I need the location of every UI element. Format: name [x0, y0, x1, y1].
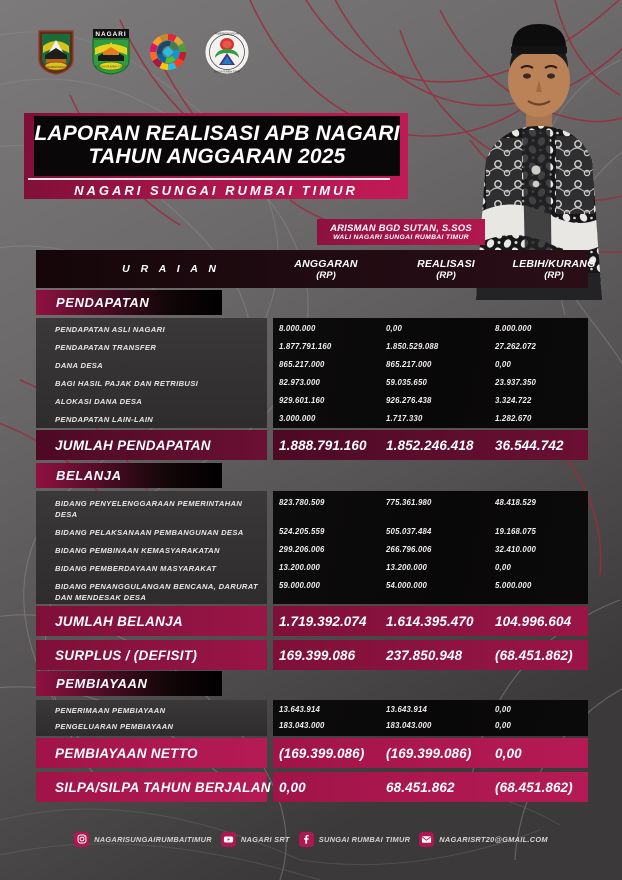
- cell-realisasi: 865.217.000: [386, 360, 432, 369]
- svg-text:SUNGAI RUMBAI TIMUR: SUNGAI RUMBAI TIMUR: [95, 64, 127, 69]
- cell-anggaran: 13.643.914: [279, 705, 321, 714]
- cell-realisasi: 1.850.529.088: [386, 342, 439, 351]
- surplus-realisasi: 237.850.948: [386, 647, 463, 663]
- pembiayaan-number-panel: [273, 700, 588, 736]
- sdgs-wheel-logo: [146, 30, 190, 74]
- page-title-line2: TAHUN ANGGARAN 2025: [88, 145, 346, 168]
- email-icon: [419, 832, 434, 847]
- column-header-uraian: [96, 250, 246, 288]
- netto-anggaran: (169.399.086): [279, 745, 365, 761]
- cell-anggaran: 3.000.000: [279, 414, 316, 423]
- surplus-anggaran: 169.399.086: [279, 647, 356, 663]
- pendapatan-number-panel: [273, 318, 588, 428]
- row-label: PENGELUARAN PEMBIAYAAN: [55, 722, 174, 731]
- pembiayaan-label-panel: [36, 700, 267, 736]
- cell-selisih: 5.000.000: [495, 581, 532, 590]
- facebook-icon: [299, 832, 314, 847]
- instagram-icon: [74, 832, 89, 847]
- pendapatan-label-panel: [36, 318, 267, 428]
- cell-anggaran: 929.601.160: [279, 396, 325, 405]
- row-label: DANA DESA: [55, 361, 104, 370]
- cell-realisasi: 13.643.914: [386, 705, 428, 714]
- cell-realisasi: 266.796.006: [386, 545, 432, 554]
- cell-anggaran: 183.043.000: [279, 721, 325, 730]
- table-header: [36, 250, 596, 288]
- column-header-realisasi-label: REALISASI: [417, 257, 475, 270]
- row-label: BIDANG PENYELENGGARAAN PEMERINTAHAN DESA: [55, 499, 243, 519]
- row-label: BIDANG PEMBINAAN KEMASYARAKATAN: [55, 546, 220, 555]
- cell-anggaran: 524.205.559: [279, 527, 325, 536]
- cell-selisih: 48.418.529: [495, 498, 537, 507]
- row-label: PENDAPATAN TRANSFER: [55, 343, 157, 352]
- footer-item-instagram[interactable]: [74, 832, 212, 847]
- total-selisih: 104.996.604: [495, 613, 572, 629]
- official-role: WALI NAGARI SUNGAI RUMBAI TIMUR: [333, 234, 469, 241]
- cell-anggaran: 1.877.791.160: [279, 342, 332, 351]
- svg-text:SUNGAI RUMBAI TIMUR: SUNGAI RUMBAI TIMUR: [213, 71, 241, 74]
- footer-text-email: NAGARISRT20@GMAIL.COM: [439, 834, 548, 844]
- cell-realisasi: 505.037.484: [386, 527, 432, 536]
- silpa-anggaran: 0,00: [279, 779, 306, 795]
- row-label: BIDANG PELAKSANAAN PEMBANGUNAN DESA: [55, 528, 244, 537]
- section-tab-pendapatan: [36, 290, 222, 315]
- cell-anggaran: 299.206.006: [279, 545, 325, 554]
- cell-selisih: 19.168.075: [495, 527, 537, 536]
- cell-realisasi: 0,00: [386, 324, 402, 333]
- cell-selisih: 1.282.670: [495, 414, 532, 423]
- page-title-line1: LAPORAN REALISASI APB NAGARI: [34, 122, 400, 146]
- belanja-number-panel: [273, 491, 588, 604]
- official-nameplate: [317, 219, 485, 245]
- pembiayaan-netto-values: [273, 738, 588, 768]
- svg-text:PEMERINTAH NAGARI: PEMERINTAH NAGARI: [214, 33, 240, 36]
- cell-realisasi: 775.361.980: [386, 498, 432, 507]
- column-header-anggaran: [261, 250, 391, 288]
- total-belanja-values: [273, 606, 588, 636]
- pembiayaan-netto-label: PEMBIAYAAN NETTO: [36, 738, 267, 768]
- cell-anggaran: 82.973.000: [279, 378, 321, 387]
- section-tab-belanja-label: BELANJA: [56, 468, 122, 483]
- section-tab-belanja: [36, 463, 222, 488]
- row-label: ALOKASI DANA DESA: [55, 397, 143, 406]
- cell-realisasi: 54.000.000: [386, 581, 428, 590]
- netto-realisasi: (169.399.086): [386, 745, 472, 761]
- row-label: PENDAPATAN LAIN-LAIN: [55, 415, 154, 424]
- page-subtitle: NAGARI SUNGAI RUMBAI TIMUR: [74, 182, 358, 198]
- row-label: PENERIMAAN PEMBIAYAAN: [55, 706, 166, 715]
- total-anggaran: 1.888.791.160: [279, 437, 367, 453]
- official-name: ARISMAN BGD SUTAN, S.SOS: [330, 223, 472, 234]
- surplus-values: [273, 640, 588, 670]
- total-realisasi: 1.614.395.470: [386, 613, 474, 629]
- total-anggaran: 1.719.392.074: [279, 613, 367, 629]
- cell-selisih: 3.324.722: [495, 396, 532, 405]
- section-tab-pembiayaan-label: PEMBIAYAAN: [56, 676, 148, 691]
- column-header-anggaran-unit: (RP): [316, 269, 336, 281]
- silpa-label: SILPA/SILPA TAHUN BERJALAN: [36, 772, 267, 802]
- cell-anggaran: 823.780.509: [279, 498, 325, 507]
- belanja-label-panel: [36, 491, 267, 604]
- total-belanja-label: JUMLAH BELANJA: [36, 606, 267, 636]
- cell-realisasi: 926.276.438: [386, 396, 432, 405]
- cell-anggaran: 59.000.000: [279, 581, 321, 590]
- cell-selisih: 0,00: [495, 563, 511, 572]
- cell-selisih: 0,00: [495, 705, 511, 714]
- column-header-lebih-kurang-label: LEBIH/KURANG: [512, 257, 596, 270]
- footer-item-youtube[interactable]: [221, 832, 290, 847]
- silpa-selisih: (68.451.862): [495, 779, 573, 795]
- cell-selisih: 8.000.000: [495, 324, 532, 333]
- logo-row: [36, 28, 250, 76]
- title-box: [34, 116, 400, 176]
- footer-text-instagram: NAGARISUNGAIRUMBAITIMUR: [94, 834, 212, 844]
- cell-selisih: 32.410.000: [495, 545, 537, 554]
- cell-realisasi: 13.200.000: [386, 563, 428, 572]
- circular-emblem-logo: [204, 29, 250, 75]
- cell-realisasi: 1.717.330: [386, 414, 423, 423]
- total-selisih: 36.544.742: [495, 437, 564, 453]
- silpa-realisasi: 68.451.862: [386, 779, 455, 795]
- cell-anggaran: 13.200.000: [279, 563, 321, 572]
- total-pendapatan-label: JUMLAH PENDAPATAN: [36, 430, 267, 460]
- cell-selisih: 0,00: [495, 360, 511, 369]
- cell-selisih: 0,00: [495, 721, 511, 730]
- row-label: BIDANG PEMBERDAYAAN MASYARAKAT: [55, 564, 217, 573]
- column-header-lebih-kurang-unit: (RP): [544, 269, 564, 281]
- cell-anggaran: 8.000.000: [279, 324, 316, 333]
- cell-realisasi: 59.035.650: [386, 378, 428, 387]
- cell-anggaran: 865.217.000: [279, 360, 325, 369]
- row-label: BAGI HASIL PAJAK DAN RETRIBUSI: [55, 379, 199, 388]
- footer-social-bar: [0, 822, 622, 856]
- svg-text:NAGARI: NAGARI: [95, 31, 127, 38]
- silpa-values: [273, 772, 588, 802]
- column-header-lebih-kurang: [484, 250, 622, 288]
- surplus-selisih: (68.451.862): [495, 647, 573, 663]
- column-header-realisasi-unit: (RP): [436, 269, 456, 281]
- row-label: BIDANG PENANGGULANGAN BENCANA, DARURAT DAN MENDESAK DESA: [55, 582, 258, 602]
- netto-selisih: 0,00: [495, 745, 522, 761]
- section-tab-pembiayaan: [36, 671, 222, 696]
- kabupaten-crest-logo: [36, 28, 76, 76]
- svg-text:DHARMASRAYA: DHARMASRAYA: [44, 64, 68, 69]
- surplus-label: SURPLUS / (DEFISIT): [36, 640, 267, 670]
- youtube-icon: [221, 832, 236, 847]
- cell-selisih: 23.937.350: [495, 378, 537, 387]
- column-header-uraian-label: U R A I A N: [122, 263, 220, 275]
- total-pendapatan-values: [273, 430, 588, 460]
- row-label: PENDAPATAN ASLI NAGARI: [55, 325, 165, 334]
- section-tab-pendapatan-label: PENDAPATAN: [56, 295, 150, 310]
- total-realisasi: 1.852.246.418: [386, 437, 474, 453]
- footer-item-facebook[interactable]: [299, 832, 411, 847]
- column-header-anggaran-label: ANGGARAN: [294, 257, 358, 270]
- cell-realisasi: 183.043.000: [386, 721, 432, 730]
- footer-text-facebook: SUNGAI RUMBAI TIMUR: [318, 834, 411, 844]
- footer-item-email[interactable]: [419, 832, 548, 847]
- nagari-shield-logo: [90, 28, 132, 76]
- cell-selisih: 27.262.072: [495, 342, 537, 351]
- footer-text-youtube: NAGARI SRT: [240, 834, 290, 844]
